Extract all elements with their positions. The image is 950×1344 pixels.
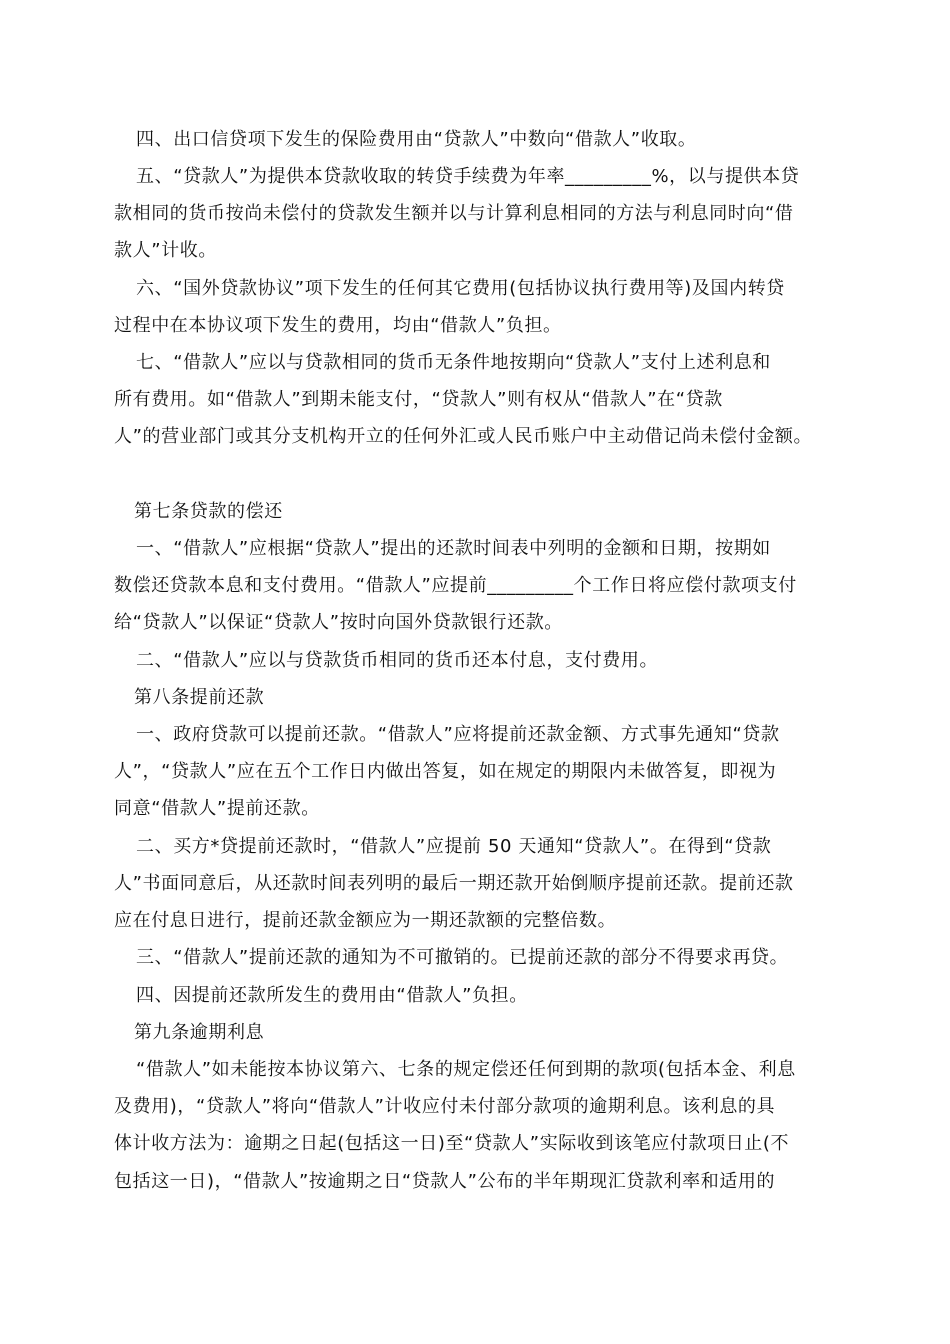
paragraph-line: 二、买方*贷提前还款时，“借款人”应提前 50 天通知“贷款人”。在得到“贷款 [136, 836, 772, 857]
paragraph-line: 过程中在本协议项下发生的费用，均由“借款人”负担。 [114, 315, 562, 336]
paragraph-line: 款相同的货币按尚未偿付的贷款发生额并以与计算利息相同的方法与利息同时向“借 [114, 203, 794, 224]
paragraph-line: 体计收方法为：逾期之日起(包括这一日)至“贷款人”实际收到该笔应付款项日止(不 [114, 1133, 790, 1154]
paragraph-line: 包括这一日)，“借款人”按逾期之日“贷款人”公布的半年期现汇贷款利率和适用的 [114, 1171, 776, 1192]
paragraph-line: 给“贷款人”以保证“贷款人”按时向国外贷款银行还款。 [114, 612, 563, 633]
paragraph-line: 四、出口信贷项下发生的保险费用由“贷款人”中数向“借款人”收取。 [136, 129, 697, 150]
paragraph-line: 所有费用。如“借款人”到期未能支付，“贷款人”则有权从“借款人”在“贷款 [114, 389, 723, 410]
section-heading-article-7: 第七条贷款的偿还 [134, 501, 283, 522]
paragraph-line: 一、“借款人”应根据“贷款人”提出的还款时间表中列明的金额和日期，按期如 [136, 538, 771, 559]
paragraph-line: 应在付息日进行，提前还款金额应为一期还款额的完整倍数。 [114, 910, 617, 931]
paragraph-line: 人”，“贷款人”应在五个工作日内做出答复，如在规定的期限内未做答复，即视为 [114, 761, 777, 782]
paragraph-line: 四、因提前还款所发生的费用由“借款人”负担。 [136, 985, 528, 1006]
paragraph-line: 一、政府贷款可以提前还款。“借款人”应将提前还款金额、方式事先通知“贷款 [136, 724, 780, 745]
section-heading-article-8: 第八条提前还款 [134, 687, 265, 708]
paragraph-line: 二、“借款人”应以与贷款货币相同的货币还本付息，支付费用。 [136, 650, 659, 671]
paragraph-line: 六、“国外贷款协议”项下发生的任何其它费用(包括协议执行费用等)及国内转贷 [136, 278, 785, 299]
paragraph-line: “借款人”如未能按本协议第六、七条的规定偿还任何到期的款项(包括本金、利息 [136, 1059, 796, 1080]
paragraph-line: 七、“借款人”应以与贷款相同的货币无条件地按期向“贷款人”支付上述利息和 [136, 352, 771, 373]
paragraph-line: 五、“贷款人”为提供本贷款收取的转贷手续费为年率_________%，以与提供本贷 [136, 166, 800, 187]
paragraph-line: 及费用)，“贷款人”将向“借款人”计收应付未付部分款项的逾期利息。该利息的具 [114, 1096, 776, 1117]
paragraph-line: 同意“借款人”提前还款。 [114, 798, 320, 819]
paragraph-line: 数偿还贷款本息和支付费用。“借款人”应提前_________个工作日将应偿付款项支付 [114, 575, 797, 596]
paragraph-line: 款人”计收。 [114, 240, 217, 261]
paragraph-line: 三、“借款人”提前还款的通知为不可撤销的。已提前还款的部分不得要求再贷。 [136, 947, 789, 968]
paragraph-line: 人”的营业部门或其分支机构开立的任何外汇或人民币账户中主动借记尚未偿付金额。 [114, 426, 813, 447]
section-heading-article-9: 第九条逾期利息 [134, 1022, 265, 1043]
paragraph-line: 人”书面同意后，从还款时间表列明的最后一期还款开始倒顺序提前还款。提前还款 [114, 873, 794, 894]
